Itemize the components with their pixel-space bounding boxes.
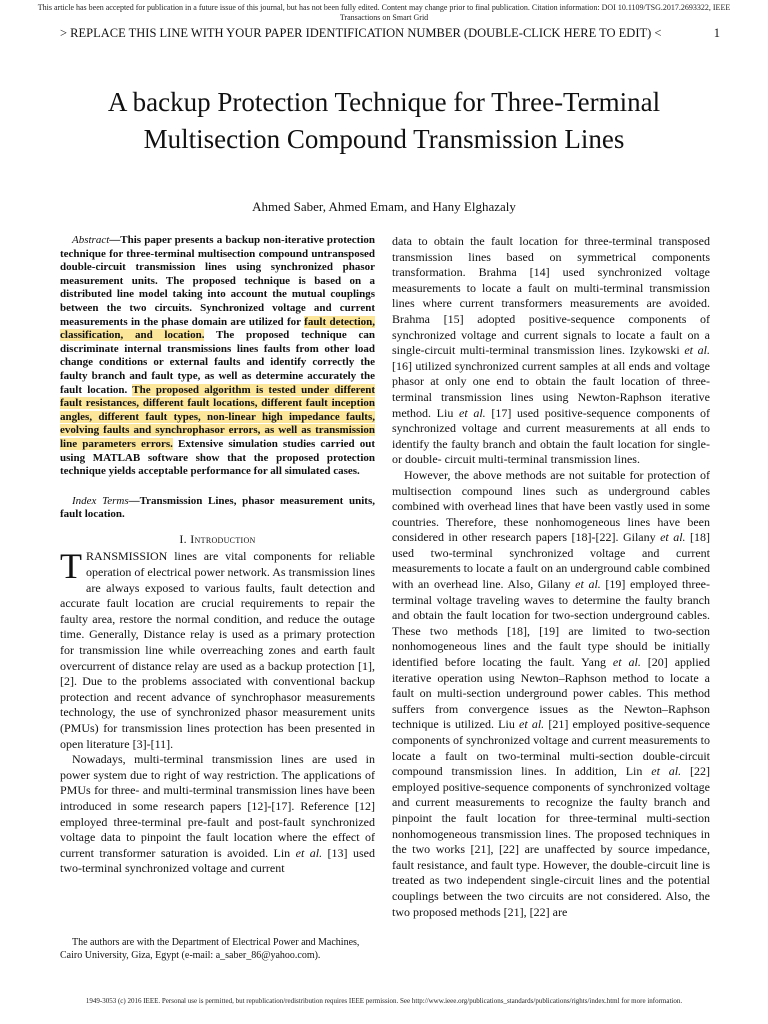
- index-terms: [60, 495, 375, 522]
- abstract-text-2: The proposed technique can discriminate internal transmissions lines faults from other load change conditions or external faults and identify correctly the faulty branch and fault type, as well as determine accurately the fault location.: [60, 329, 375, 396]
- right-paragraph-2: [392, 468, 710, 920]
- right-paragraph-1-text-c: [17] used positive-sequence components of synchronized voltage and current measurements at all ends to identify the faulty branch and obtain the fault location for single- or double- circuit multi-terminal transmission lines.: [392, 405, 710, 467]
- abstract-highlight-1: fault detection, classification, and location.: [60, 315, 375, 342]
- right-paragraph-2-text-b: [18] used two-terminal synchronized voltage and current measurements to locate a fault on an underground cable combined with an overhead line. Also, Gilany: [392, 530, 710, 592]
- et-al: et al.: [459, 405, 486, 420]
- right-paragraph-2-text-e: [21] employed positive-sequence components of synchronized voltage and current measurements to locate a fault on two-terminal multi-section double-circuit compound transmission lines. In addition, Lin: [392, 717, 710, 779]
- right-paragraph-2-text-a: However, the above methods are not suitable for protection of multisection compound lines such as underground cables combined with overhead lines that have been vastly used in some countries. Therefore, these nonhomogeneous lines have been considered in other research papers [18]-[22]. Gilany: [392, 467, 710, 545]
- abstract-text-1: This paper presents a backup non-iterative protection technique for three-terminal multisection compound untransposed double-circuit transmission lines using synchronized phasor measurement units. The proposed technique is based on a distributed line model taking into account the mutual couplings between the two circuits. Synchronized voltage and current measurements in the phase domain are utilized for: [60, 234, 375, 328]
- author-affiliation-footnote: The authors are with the Department of Electrical Power and Machines, Cairo University, Giza, Egypt (e-mail: a_saber_86@yahoo.com).: [60, 937, 360, 961]
- right-paragraph-2-text-d: [20] applied iterative operation using Newton–Raphson method to locate a fault on multi-section underground power cables. This method suffers from convergence issues as the Newton–Raphson technique is utilized. Liu: [392, 655, 711, 732]
- et-al: et al.: [519, 717, 545, 732]
- et-al: et al.: [295, 845, 323, 860]
- paper-id-placeholder: > REPLACE THIS LINE WITH YOUR PAPER IDENTIFICATION NUMBER (DOUBLE-CLICK HERE TO EDIT) <: [60, 26, 662, 40]
- intro-first-word: RANSMISSION: [86, 549, 168, 564]
- abstract-highlight-2: The proposed algorithm is tested under different fault resistances, different fault locations, different fault inception angles, different fault types, non-linear high impedance faults, evolving faults and synchrophasor errors, as well as transmission line parameters errors.: [60, 383, 376, 450]
- drop-cap: T: [60, 546, 82, 587]
- left-column: [60, 234, 375, 877]
- intro-paragraph-2-text-a: Nowadays, multi-terminal transmission lines are used in power system due to right of way restriction. The applications of PMUs for three- and multi-terminal transmission lines have been introduced in some research papers [12]-[17]. Reference [12] employed three-terminal pre-fault and post-fault synchronized voltage data to pinpoint the fault location where the effect of current transformer saturation is avoided. Lin: [60, 752, 375, 860]
- right-paragraph-1-text-b: [16] utilized synchronized current samples at all ends and voltage phasor at only one end to obtain the fault location of three-terminal transmission lines using Newton-Raphson iterative method. Liu: [392, 358, 710, 420]
- paper-title: A backup Protection Technique for Three-Terminal Multisection Compound Transmission Lines: [107, 87, 661, 154]
- et-al: et al.: [575, 577, 601, 592]
- publication-notice: This article has been accepted for publication in a future issue of this journal, but has not been fully edited. Content may change prior to final publication. Citation information: DOI 10.1109/TSG.2017.2693322, IEEE Transactions on Smart Grid: [37, 3, 731, 22]
- abstract-label: Abstract: [72, 234, 110, 246]
- et-al: et al.: [684, 343, 710, 358]
- right-paragraph-2-text-c: [19] employed three-terminal voltage traveling waves to determine the faulty branch and obtain the fault location for two-section underground cables. These two methods [18], [19] are limited to two-section nonhomogeneous lines and the fault type should be initially identified before locating the fault. Yang: [392, 577, 710, 670]
- right-column: [392, 234, 710, 920]
- abstract-dash: —: [109, 234, 121, 246]
- index-terms-label: Index Terms: [72, 494, 129, 507]
- et-al: et al.: [612, 655, 641, 670]
- right-paragraph-2-text-f: [22] employed positive-sequence components of synchronized voltage and current measurements to recognize the faulty branch and pinpoint the fault location for three-terminal multi-section nonhomogeneous transmission lines. The proposed techniques in the two works [21], [22] are unaffected by source impedance, fault resistance, and fault type. However, the double-circuit line is treated as two independent single-circuit lines and the potential couplings between the two circuits are not considered. Also, the two proposed methods [21], [22] are: [392, 764, 710, 919]
- et-al: et al.: [651, 764, 682, 779]
- abstract: [60, 234, 375, 479]
- abstract-text-3: Extensive simulation studies carried out using MATLAB software show that the proposed protection technique yields acceptable performance for all simulated cases.: [60, 437, 375, 478]
- page-header: [60, 26, 720, 41]
- right-paragraph-1-text-a: data to obtain the fault location for three-terminal transposed transmission lines based on symmetrical components transformation. Brahma [14] used synchronized voltage measurements to locate a fault on multi-terminal transmission lines where current transformers measurements are avoided. Brahma [15] adopted positive-sequence components of synchronized voltage and current signals to locate a fault on a single-circuit multi-terminal transmission lines. Izykowski: [392, 234, 710, 358]
- index-terms-text: Transmission Lines, phasor measurement units, fault location.: [60, 494, 375, 521]
- author-list: Ahmed Saber, Ahmed Emam, and Hany Elghazaly: [252, 199, 516, 214]
- intro-paragraph-2: [60, 752, 375, 877]
- et-al: et al.: [660, 530, 686, 545]
- intro-paragraph-1-text: lines are vital components for reliable operation of electrical power network. As transmission lines are always exposed to various faults, fault detection and accurate fault location are crucial requirements to repair the faulty area, restore the normal condition, and reduce the outage time. Generally, Distance relay is used as a primary protection for transmission line while overreaching zones and earth fault overcurrent of distance relay are used as a backup protection [1], [2]. Due to the problems associated with conventional backup protection and recent advance of synchrophasor measurements technology, the use of synchronized phasor measurement units (PMUs) for transmission lines protection has been presented in open literature [3]-[11].: [60, 549, 375, 751]
- intro-paragraph-2-text-b: [13] used two-terminal synchronized voltage and current: [60, 845, 375, 876]
- right-paragraph-1: [392, 234, 710, 468]
- index-terms-dash: —: [128, 494, 140, 507]
- copyright-footer: 1949-3053 (c) 2016 IEEE. Personal use is permitted, but republication/redistribution requires IEEE permission. See http://www.ieee.org/publications_standards/publications/rights/index.html for more information.: [85, 997, 683, 1005]
- intro-paragraph-1: [60, 546, 375, 752]
- page-number: 1: [713, 26, 720, 40]
- section-heading-introduction: I. Introduction: [179, 531, 256, 546]
